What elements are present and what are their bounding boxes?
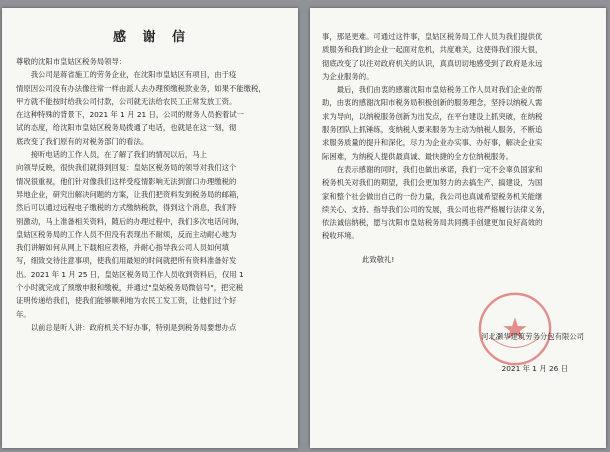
letter-line: 个小时就完成了预缴申报和缴税，并通过"皇姑税务局微信号"，把完税: [16, 283, 244, 293]
closing-salutation: 此致敬礼!: [362, 254, 395, 264]
letter-line: 助，由衷的感谢沈阳市税务局积极创新的服务理念，坚持以纳税人需: [322, 98, 543, 108]
letter-line: 为企业服务的。: [322, 71, 374, 81]
letter-line: 试的态度，给沈阳市皇姑区税务局拨通了电话，也就是在这一刻，彻: [16, 123, 237, 133]
letter-line: 情原因公司没有办法像往常一样由派人去办理预缴税款业务，如果不能缴税，: [16, 83, 266, 93]
letter-line: 求服务质量的提升和深化，尽力为企业办实事、办好事，解决企业实: [322, 138, 543, 148]
letter-line: 然后可以通过远程电子缴税的方式缴纳税款，得到这个消息，我们特: [16, 203, 237, 213]
letter-line: 在这种特殊的背景下，2021 年 1 月 21 日，公司的财务人员抱着试一: [16, 110, 244, 120]
signature-company: 河北灏华建筑劳务分包有限公司: [481, 332, 584, 341]
letter-line: 异地企业，研究出解决问题的方案，让我们把资料发到税务局的邮箱，: [16, 189, 244, 199]
letter-line: 以前总是听人讲：政府机关不好办事，特别是到税务局要想办点: [16, 322, 237, 332]
letter-line: 向领导反映，很快我们就得到回复：皇姑区税务局的领导对我们这个: [16, 163, 237, 173]
letter-line: 出。2021 年 1 月 25 日，皇姑区税务局工作人员收到资料后，仅用 1: [16, 269, 244, 279]
letter-line: 依法诚信纳税，愿与沈阳市皇姑税务局共同携手创建更加良好高效的: [322, 218, 543, 228]
letter-line: 我公司是蒋省施工的劳务企业，在沈阳市皇姑区有项目，由于疫: [16, 70, 237, 80]
letter-page-left: [2, 8, 298, 448]
letter-line: 尊敬的沈阳市皇姑区税务局领导：: [16, 57, 127, 66]
letter-line: 接听电话的工作人员，在了解了我们的情况以后，马上: [16, 150, 207, 160]
letter-line: 情况很重视，他们针对像我们这样受疫情影响无法到窗口办理缴税的: [16, 176, 237, 186]
letter-page-right: [310, 8, 606, 448]
letter-line: 证明传递给我们，使我们能够顺利地为农民工发工资，让他们过个好: [16, 296, 237, 306]
letter-body-left: [16, 55, 288, 334]
letter-line: 事，那是更难。可通过这件事，皇姑区税务局工作人员为我们提供优: [322, 32, 543, 41]
letter-line: 家和整个社会做出自己的一份力量，我公司也真诚希望税务机关能继: [322, 191, 543, 201]
letter-line: 质服务和我们的企业一起面对危机，共度难关，这使得我们很大很，: [322, 45, 543, 55]
letter-line: 求为导向，以纳税服务创新为出发点，在平台建设上抓突破，在纳税: [322, 111, 543, 121]
letter-line: 税收环境。: [322, 231, 359, 241]
letter-line: 最后，我们由衷的感谢沈阳市皇姑税务工作人员对我们企业的帮: [322, 85, 543, 95]
letter-line: 底改变了我们原有的对税务部门的看法。: [16, 136, 149, 146]
letter-line: 际困难，为纳税人提供最真诚、最快捷的全方位纳税服务。: [322, 151, 513, 161]
letter-line: 年。: [16, 309, 31, 319]
letter-line: 在表示感谢的同时，我们也做出承诺，我们一定不会辜负国家和: [322, 164, 543, 174]
letter-line: 甲方就不能按时给我公司付款，公司就无法给农民工正常发放工资。: [16, 96, 237, 106]
letter-title: 感 谢 信: [112, 30, 192, 45]
letter-line: 皇姑区税务局的工作人员不但没有表现出不耐烦，反而主动耐心地为: [16, 229, 237, 239]
letter-body-right: [322, 30, 594, 243]
letter-line: 续关心、支持、指导我们公司的发展，我公司也将严格履行法律义务，: [322, 204, 550, 214]
letter-line: 别激动，马上准备相关资料，随后的办理过程中，我们多次电话问询，: [16, 216, 244, 226]
letter-line: 我们讲解如何从网上下载相应表格，并耐心指导我公司人员如何填: [16, 243, 229, 253]
signature-date: 2021 年 1 月 26 日: [501, 364, 568, 373]
letter-line: 服务团队上抓锤练，变纳税人要来服务为主动为纳税人服务，不断追: [322, 125, 543, 135]
letter-line: 税务机关对我们的期望，我们会更加努力的去搞生产、搞建设，为国: [322, 178, 543, 188]
letter-line: 写，细致交待注意事项，使我们用最短的时间就把所有资料准备好发: [16, 256, 237, 266]
company-seal-icon: [476, 290, 554, 368]
letter-line: 彻底改变了以往对政府机关的认识，真真切切地感受到了政府是永远: [322, 58, 543, 68]
